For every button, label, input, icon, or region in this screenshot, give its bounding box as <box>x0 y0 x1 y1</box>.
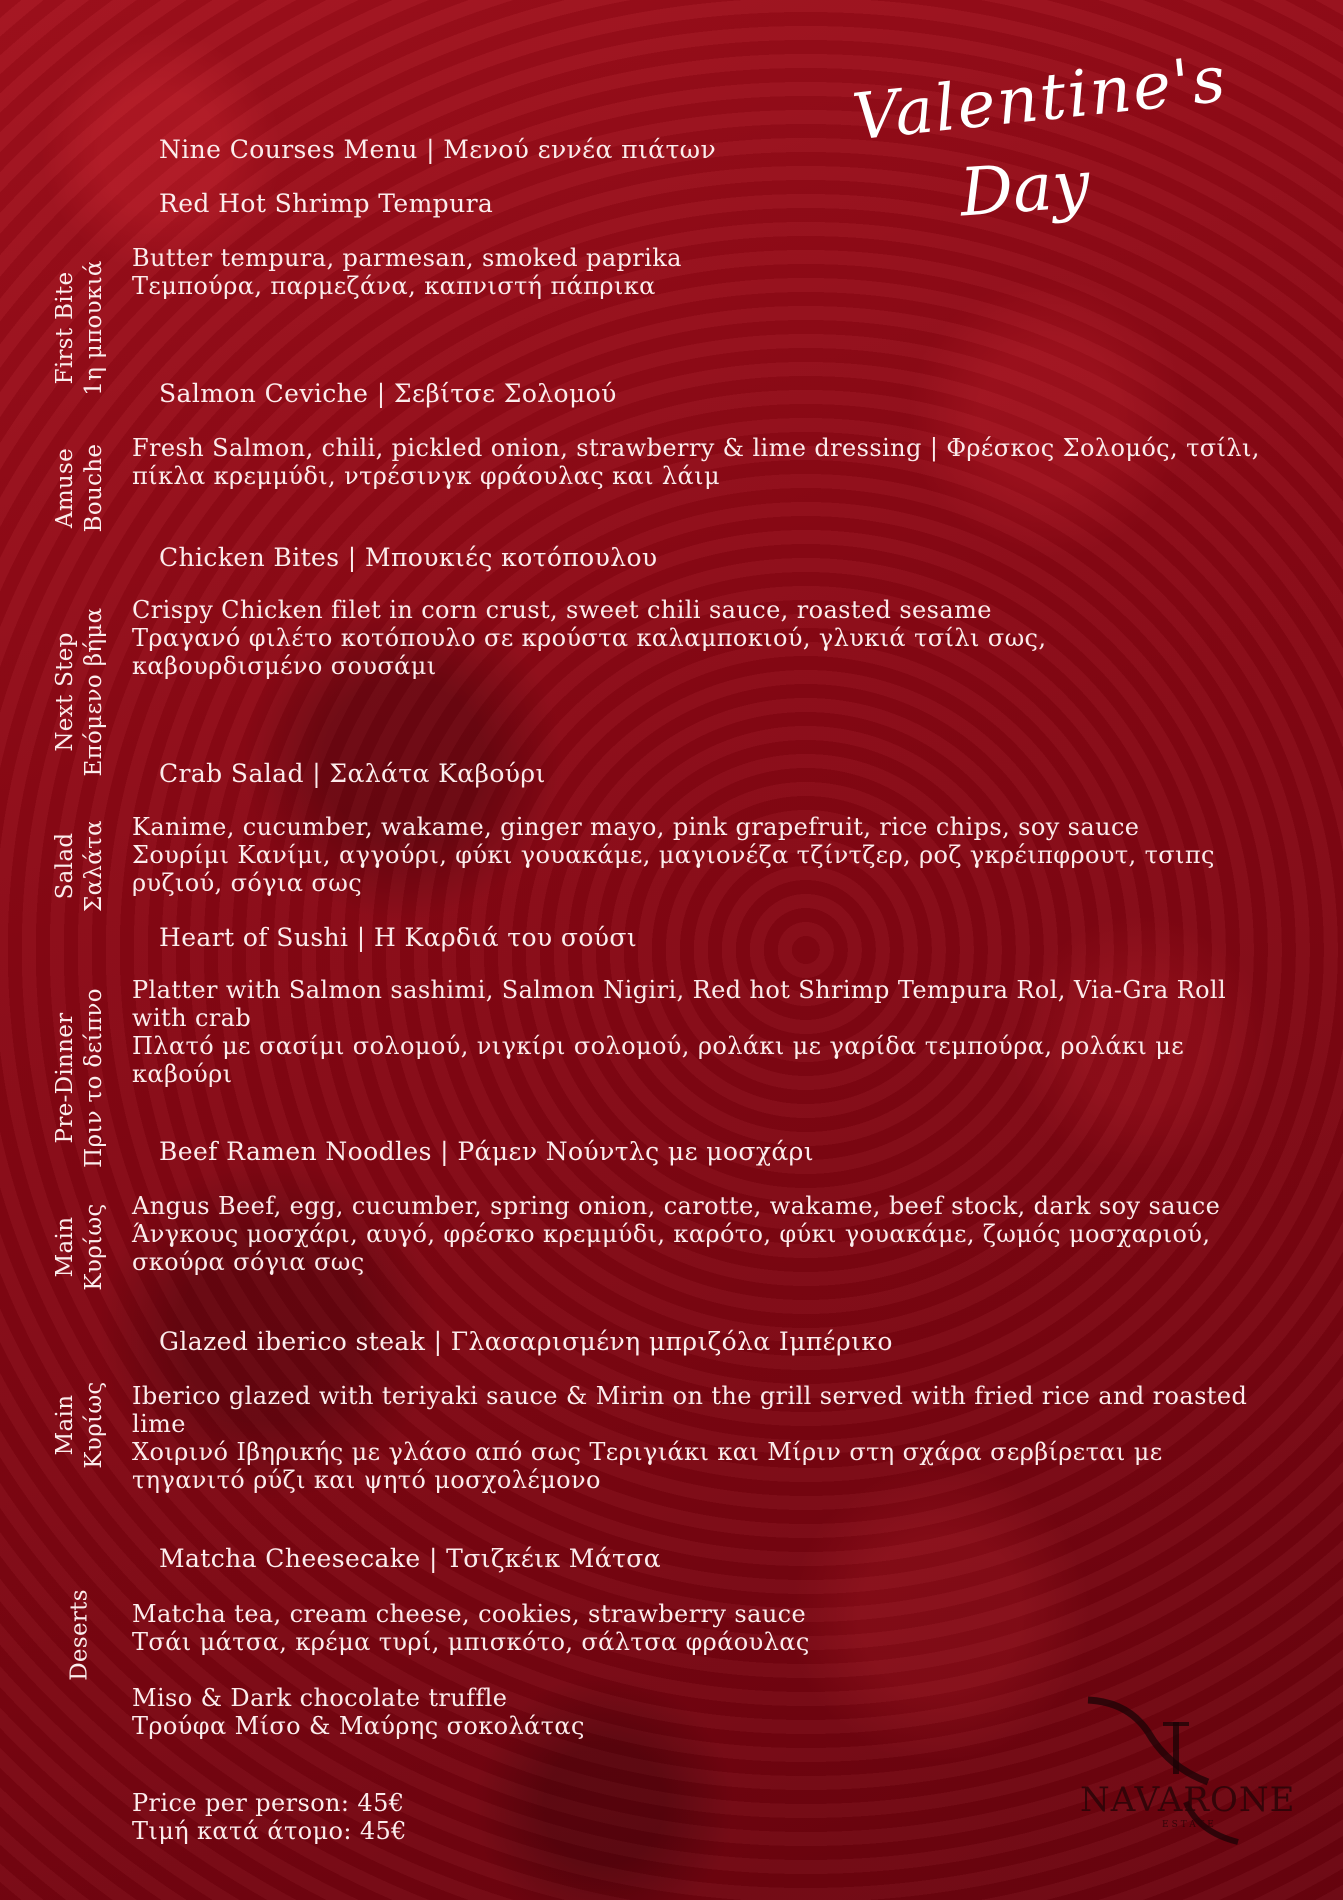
course-label: Deserts <box>66 1589 93 1681</box>
dish-title: Beef Ramen Noodles | Ράμεν Νούντλς με μοσχάρι <box>159 1137 814 1166</box>
course-label: Next Step Επόμενο βήμα <box>52 607 107 777</box>
course-label: Amuse Bouche <box>52 443 107 533</box>
course-label: First Bite 1η μπουκιά <box>52 260 107 396</box>
course-label: Salad Σαλάτα <box>52 820 107 912</box>
valentines-title-line1: Valentine's <box>849 42 1231 156</box>
dish-title: Salmon Ceviche | Σεβίτσε Σολομού <box>159 379 617 408</box>
menu-name: Nine Courses Menu | Μενού εννέα πιάτων <box>159 135 717 164</box>
dish-description: Iberico glazed with teriyaki sauce & Mirin on the grill served with fried rice and roasted lime Χοιρινό Ιβηρικής με γλάσο από σως Τεριγιάκι και Μίριν στη σχάρα σερβίρεται με τηγανιτό ρύζι και ψητό μοσχολέμονο <box>132 1382 1248 1494</box>
dish-title: Crab Salad | Σαλάτα Καβούρι <box>159 759 546 788</box>
logo-name: NAVARONE <box>1080 1780 1296 1820</box>
course-label: Main Κυρίως <box>52 1381 107 1469</box>
navarone-logo <box>1068 1692 1296 1852</box>
dish-description: Angus Beef, egg, cucumber, spring onion, carotte, wakame, beef stock, dark soy sauce Άνγκους μοσχάρι, αυγό, φρέσκο κρεμμύδι, καρότο, φύκι γουακάμε, ζωμός μοσχαριού, σκούρα σόγια σως <box>132 1192 1221 1276</box>
course-label: Main Κυρίως <box>52 1203 107 1291</box>
dish-description: Butter tempura, parmesan, smoked paprika Τεμπούρα, παρμεζάνα, καπνιστή πάπρικα <box>132 244 682 300</box>
price: Price per person: 45€ Τιμή κατά άτομο: 45€ <box>132 1789 407 1845</box>
dish-title: Heart of Sushi | Η Καρδιά του σούσι <box>159 923 638 952</box>
dish-description: Fresh Salmon, chili, pickled onion, strawberry & lime dressing | Φρέσκος Σολομός, τσίλι, πίκλα κρεμμύδι, ντρέσινγκ φράουλας και λάιμ <box>132 434 1260 490</box>
dish-title: Matcha Cheesecake | Τσιζκέικ Μάτσα <box>159 1544 662 1573</box>
dish-title: Red Hot Shrimp Tempura <box>159 189 494 218</box>
dish-description: Crispy Chicken filet in corn crust, sweet chili sauce, roasted sesame Τραγανό φιλέτο κοτόπουλο σε κρούστα καλαμποκιού, γλυκιά τσίλι σως, καβουρδισμένο σουσάμι <box>132 596 1047 680</box>
logo-sub: ESTATE <box>1162 1820 1217 1830</box>
valentines-title-line2: Day <box>957 145 1093 232</box>
dish-title: Chicken Bites | Μπουκιές κοτόπουλου <box>159 543 658 572</box>
dish-title: Glazed iberico steak | Γλασαρισμένη μπριζόλα Ιμπέρικο <box>159 1327 893 1356</box>
dish-description: Platter with Salmon sashimi, Salmon Nigiri, Red hot Shrimp Tempura Rol, Via-Gra Roll with crab Πλατό με σασίμι σολομού, νιγκίρι σολομού, ρολάκι με γαρίδα τεμπούρα, ρολάκι με καβούρι <box>132 976 1227 1088</box>
course-label: Pre-Dinner Πριν το δείπνο <box>52 988 107 1168</box>
dish-description: Kanime, cucumber, wakame, ginger mayo, pink grapefruit, rice chips, soy sauce Σουρίμι Κανίμι, αγγούρι, φύκι γουακάμε, μαγιονέζα τζίντζερ, ροζ γκρέιπφρουτ, τσιπς ρυζιού, σόγια σως <box>132 813 1215 897</box>
dish-description: Matcha tea, cream cheese, cookies, strawberry sauce Τσάι μάτσα, κρέμα τυρί, μπισκότο, σάλτσα φράουλας Miso & Dark chocolate truffle Τρούφα Μίσο & Μαύρης σοκολάτας <box>132 1600 810 1740</box>
